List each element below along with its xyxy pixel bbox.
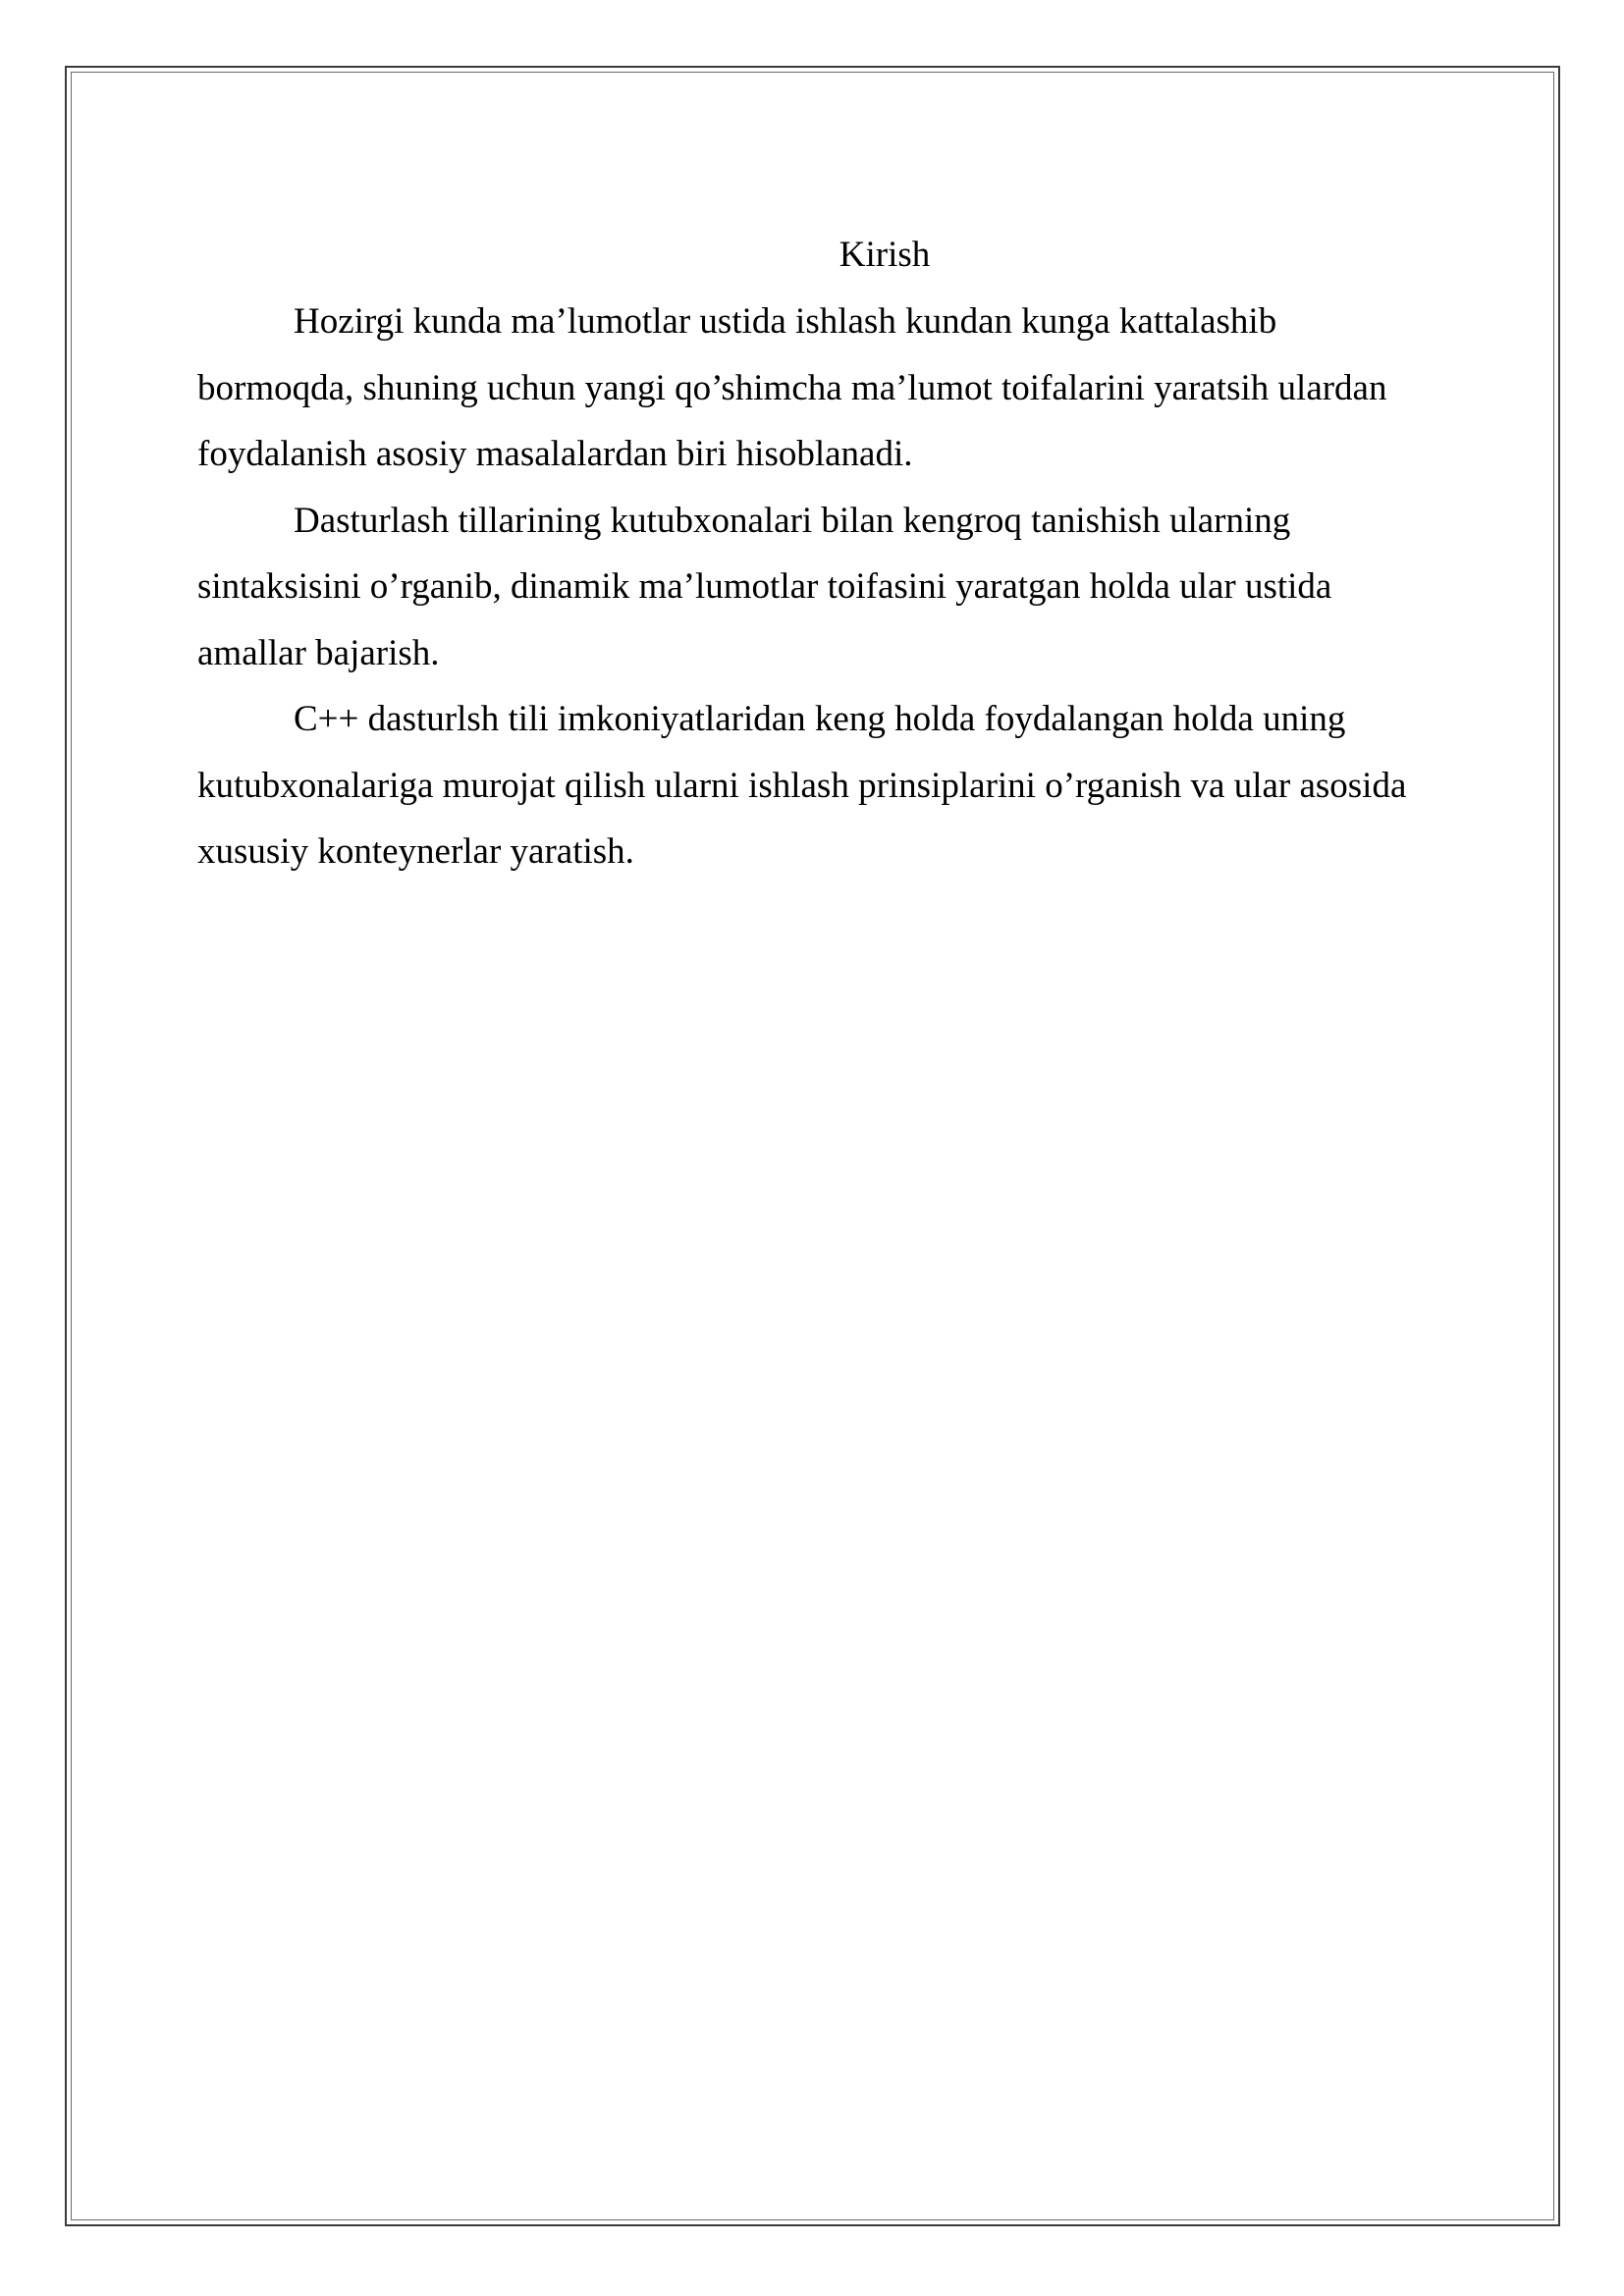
paragraph-2: Dasturlash tillarining kutubxonalari bilan kengroq tanishish ularning sintaksisini o’rganib, dinamik ma’lumotlar toifasini yaratgan holda ular ustida amallar bajarish. (197, 500, 1332, 673)
paragraph-3: C++ dasturlsh tili imkoniyatlaridan keng holda foydalangan holda uning kutubxonalariga murojat qilish ularni ishlash prinsiplarini o’rganish va ular asosida xususiy konteynerlar yaratish. (197, 699, 1407, 872)
document-title: Kirish (839, 235, 931, 275)
paragraph-1: Hozirgi kunda ma’lumotlar ustida ishlash kundan kunga kattalashib bormoqda, shuning uchun yangi qo’shimcha ma’lumot toifalarini yaratsih ulardan foydalanish asosiy masalalardan biri hisoblanadi. (197, 301, 1387, 474)
document-body (197, 228, 1435, 885)
